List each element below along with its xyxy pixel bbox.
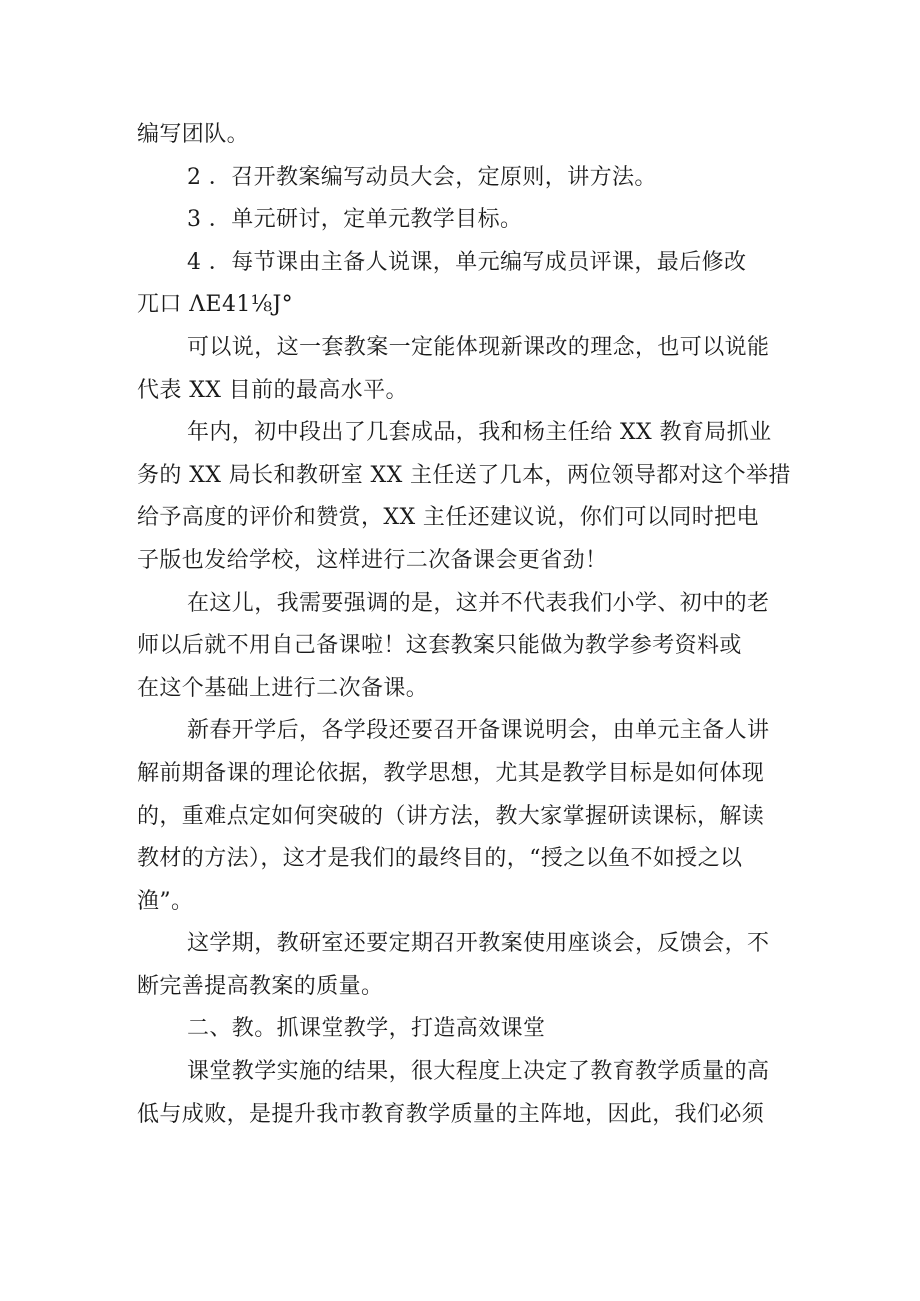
text-line: 兀口 ΛE41⅛J° <box>137 292 294 318</box>
text-line: 编写团队。 <box>137 122 250 147</box>
text-line: 师以后就不用自己备课啦！这套教案只能做为教学参考资料或 <box>137 633 742 659</box>
text-line: 新春开学后，各学段还要召开备课说明会，由单元主备人讲 <box>187 718 770 744</box>
text-line: 给予高度的评价和赞赏，XX 主任还建议说，你们可以同时把电 <box>137 505 759 531</box>
text-line: 年内，初中段出了几套成品，我和杨主任给 XX 教育局抓业 <box>187 420 772 446</box>
text-line: 务的 XX 局长和教研室 XX 主任送了几本，两位领导都对这个举措 <box>137 462 791 488</box>
text-line: 2 ．召开教案编写动员大会，定原则，讲方法。 <box>187 164 657 190</box>
text-line: 这学期，教研室还要定期召开教案使用座谈会，反馈会，不 <box>187 931 770 957</box>
text-line: 渔”。 <box>137 888 194 914</box>
text-line: 代表 XX 目前的最高水平。 <box>137 377 408 403</box>
text-line: 断完善提高教案的质量。 <box>137 973 384 999</box>
text-line: 3 ．单元研讨，定单元教学目标。 <box>187 207 523 233</box>
text-line: 解前期备课的理论依据，教学思想，尤其是教学目标是如何体现 <box>137 760 765 786</box>
text-line: 在这儿，我需要强调的是，这并不代表我们小学、初中的老 <box>187 590 770 616</box>
text-line: 低与成败，是提升我市教育教学质量的主阵地，因此，我们必须 <box>137 1101 765 1127</box>
text-line: 子版也发给学校，这样进行二次备课会更省劲！ <box>137 547 608 573</box>
text-line: 课堂教学实施的结果，很大程度上决定了教育教学质量的高 <box>187 1059 770 1085</box>
text-line: 可以说，这一套教案一定能体现新课改的理念，也可以说能 <box>187 334 770 360</box>
text-line: 二、教。抓课堂教学，打造高效课堂 <box>187 1016 546 1042</box>
text-line: 的，重难点定如何突破的（讲方法，教大家掌握研读课标，解读 <box>137 803 765 829</box>
text-line: 4 ．每节课由主备人说课，单元编写成员评课，最后修改 <box>187 249 747 275</box>
text-line: 教材的方法），这才是我们的最终目的，“授之以鱼不如授之以 <box>137 846 743 872</box>
text-line: 在这个基础上进行二次备课。 <box>137 675 429 701</box>
document-body <box>137 114 791 1136</box>
